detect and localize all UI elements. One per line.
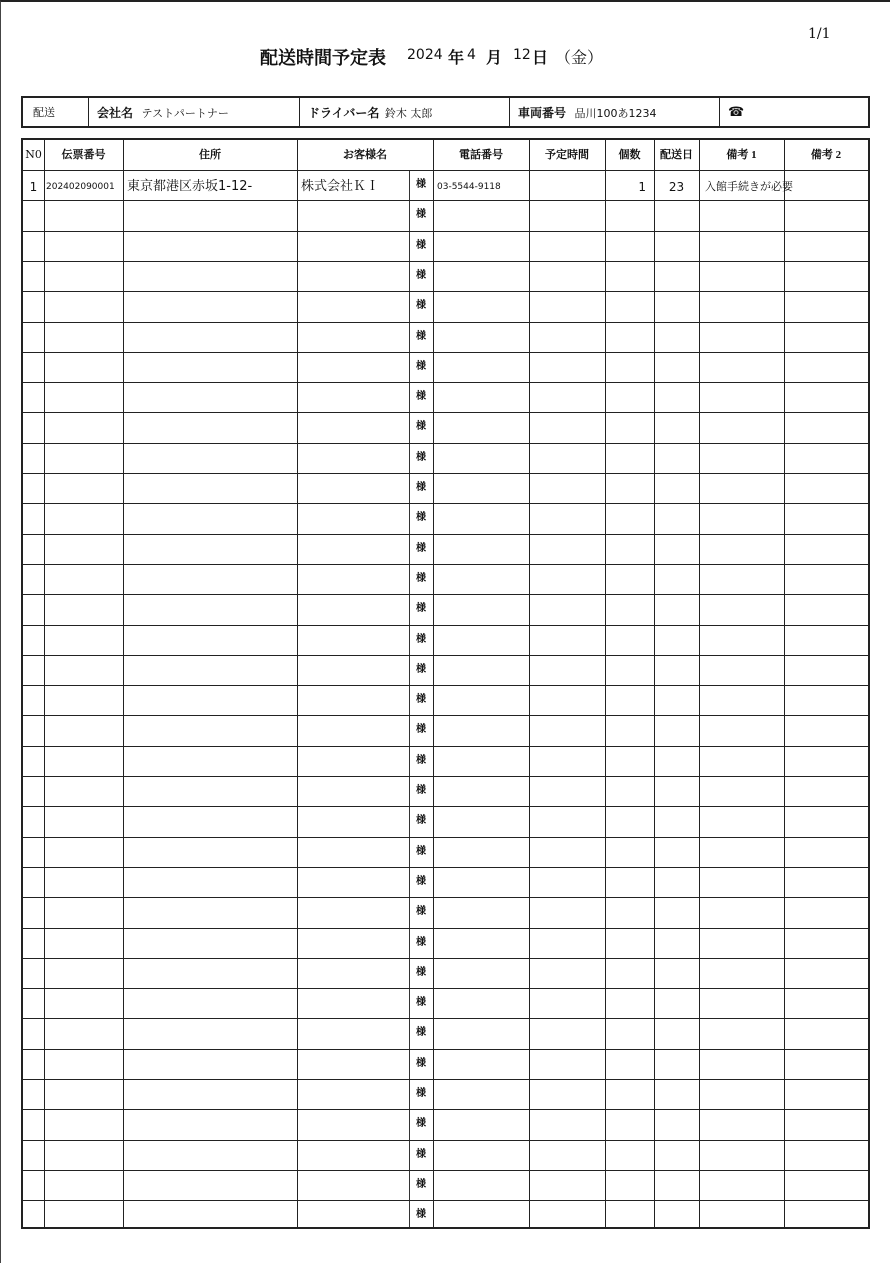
column-divider [297, 140, 298, 1227]
delivery-date: 23 [668, 180, 685, 194]
vehicle-cell [509, 98, 719, 126]
honorific-label: 様 [416, 1148, 426, 1160]
row-divider [23, 503, 868, 504]
honorific-label: 様 [416, 300, 426, 312]
customer-name: 株式会社ＫＩ [301, 179, 380, 194]
honorific-label: 様 [416, 997, 426, 1009]
company-label: 会社名 [97, 106, 134, 120]
delivery-label-cell [23, 98, 88, 126]
telephone-icon: ☎ [728, 105, 745, 120]
honorific-label: 様 [416, 785, 426, 796]
honorific-label: 様 [416, 603, 426, 615]
honorific-label: 様 [416, 239, 426, 251]
honorific-label: 様 [416, 845, 426, 857]
company-cell [88, 98, 299, 126]
header-phone-number: 電話番号 [459, 149, 503, 161]
column-divider [433, 140, 434, 1227]
quantity: 1 [638, 180, 646, 194]
phone-number: 03-5544-9118 [437, 182, 501, 192]
row-divider [23, 534, 868, 535]
honorific-label: 様 [416, 421, 426, 433]
row-divider [23, 685, 868, 686]
title-weekday: （金） [555, 48, 604, 67]
row-divider [23, 291, 868, 292]
honorific-label: 様 [416, 875, 426, 887]
honorific-label: 様 [416, 572, 426, 584]
driver-value: 鈴木 太郎 [384, 107, 433, 120]
honorific-label: 様 [416, 482, 426, 493]
honorific-label: 様 [416, 1178, 426, 1190]
row-divider [23, 867, 868, 868]
title-month: 4 [467, 47, 476, 63]
honorific-label: 様 [416, 966, 426, 978]
vehicle-label: 車両番号 [518, 106, 567, 120]
row-divider [23, 806, 868, 807]
row-divider [23, 1109, 868, 1110]
honorific-label: 様 [416, 209, 426, 221]
row-divider [23, 594, 868, 595]
row-number: 1 [29, 180, 38, 194]
header-customer-name: お客様名 [343, 149, 387, 161]
delivery-table [21, 138, 870, 1229]
honorific-label: 様 [416, 936, 426, 948]
row-divider [23, 1170, 868, 1171]
row-divider [23, 988, 868, 989]
delivery-label: 配送 [33, 106, 55, 119]
title-day-unit: 日 [532, 48, 549, 67]
honorific-label: 様 [416, 360, 426, 372]
row-divider [23, 715, 868, 716]
row-divider [23, 1200, 868, 1201]
phone-cell [719, 98, 868, 126]
page-number: 1/1 [808, 26, 831, 42]
honorific-label: 様 [416, 179, 426, 190]
row-divider [23, 382, 868, 383]
company-value: テストパートナー [141, 107, 229, 120]
row-divider [23, 1018, 868, 1019]
honorific-label: 様 [416, 1118, 426, 1130]
vehicle-value: 品川100あ1234 [574, 107, 657, 120]
row-divider [23, 412, 868, 413]
honorific-label: 様 [416, 754, 426, 766]
slip-number: 202402090001 [46, 182, 115, 192]
honorific-label: 様 [416, 694, 426, 706]
title-text: 配送時間予定表 [260, 48, 386, 69]
row-divider [23, 1140, 868, 1141]
honorific-label: 様 [416, 663, 426, 675]
header-note-2: 備考 2 [810, 149, 842, 161]
header-divider [23, 170, 868, 171]
column-divider [699, 140, 700, 1227]
driver-label: ドライバー名 [308, 106, 380, 120]
title-day: 12 [513, 47, 531, 63]
header-delivery-date: 配送日 [660, 149, 693, 161]
header-slip-number: 伝票番号 [61, 149, 106, 161]
header-quantity: 個数 [618, 149, 641, 161]
honorific-label: 様 [416, 330, 426, 342]
column-divider [784, 140, 785, 1227]
header-scheduled-time: 予定時間 [545, 149, 589, 161]
honorific-label: 様 [416, 815, 426, 827]
driver-cell [299, 98, 509, 126]
honorific-label: 様 [416, 633, 426, 645]
row-divider [23, 1049, 868, 1050]
info-bar [21, 96, 870, 128]
header-no: N0 [25, 148, 42, 161]
row-divider [23, 564, 868, 565]
row-divider [23, 1079, 868, 1080]
honorific-label: 様 [416, 542, 426, 554]
honorific-label: 様 [416, 1027, 426, 1039]
row-divider [23, 897, 868, 898]
row-divider [23, 473, 868, 474]
honorific-label: 様 [416, 906, 426, 918]
honorific-label: 様 [416, 1088, 426, 1099]
document-title [0, 44, 892, 68]
header-note-1: 備考 1 [726, 149, 757, 161]
title-month-unit: 月 [486, 48, 503, 67]
column-divider [605, 140, 606, 1227]
row-divider [23, 231, 868, 232]
row-divider [23, 352, 868, 353]
row-divider [23, 443, 868, 444]
honorific-label: 様 [416, 512, 426, 524]
honorific-label: 様 [416, 724, 426, 736]
honorific-label: 様 [416, 391, 426, 403]
row-divider [23, 746, 868, 747]
column-divider [123, 140, 124, 1227]
scheduled-time [531, 172, 603, 202]
header-address: 住所 [199, 149, 221, 161]
row-divider [23, 322, 868, 323]
title-year-unit: 年 [448, 48, 465, 67]
column-divider [44, 140, 45, 1227]
column-divider [529, 140, 530, 1227]
honorific-label: 様 [416, 269, 426, 281]
honorific-label: 様 [416, 1057, 426, 1069]
row-divider [23, 261, 868, 262]
note-1: 入館手続きが必要 [705, 180, 793, 193]
row-divider [23, 837, 868, 838]
row-divider [23, 958, 868, 959]
row-divider [23, 776, 868, 777]
row-divider [23, 655, 868, 656]
title-year: 2024 [407, 47, 443, 63]
row-divider [23, 625, 868, 626]
row-divider [23, 928, 868, 929]
honorific-label: 様 [416, 451, 426, 463]
address: 東京都港区赤坂1-12- [127, 179, 253, 194]
column-divider [654, 140, 655, 1227]
honorific-label: 様 [416, 1209, 426, 1221]
